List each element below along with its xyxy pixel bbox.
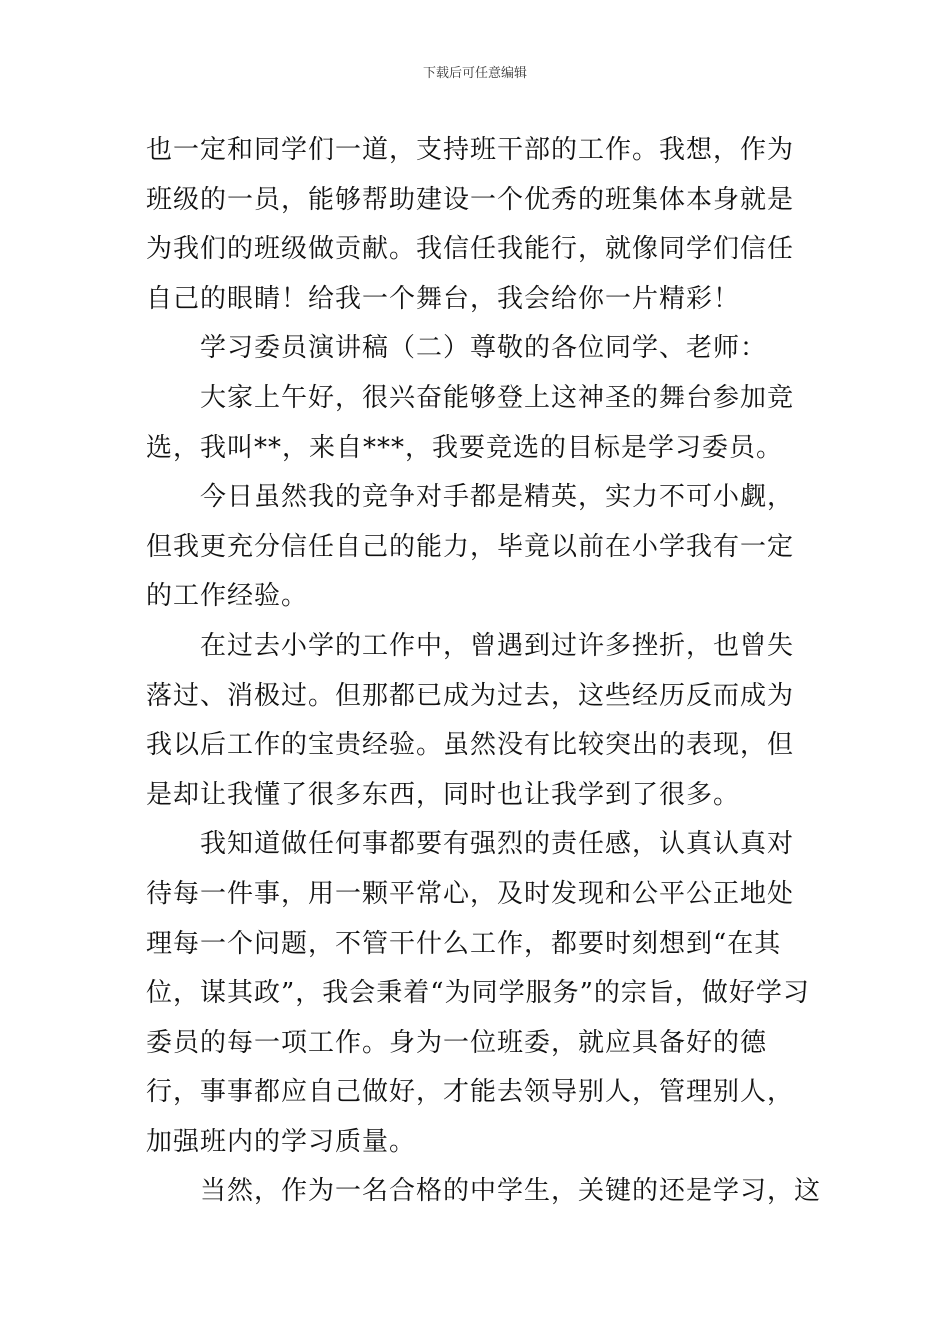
paragraph-6: 我知道做任何事都要有强烈的责任感，认真认真对待每一件事，用一颗平常心，及时发现和公平公正地处理每一个问题，不管干什么工作，都要时刻想到“在其位，谋其政”，我会秉着“为同学服务”的宗旨，做好学习委员的每一项工作。身为一位班委，就应具备好的德行，事事都应自己做好，才能去领导别人，管理别人，加强班内的学习质量。 (146, 829, 810, 1157)
document-body (146, 126, 822, 1217)
paragraph-4: 今日虽然我的竞争对手都是精英，实力不可小觑，但我更充分信任自己的能力，毕竟以前在小学我有一定的工作经验。 (146, 482, 795, 612)
page-header: 下载后可任意编辑 (422, 66, 527, 81)
paragraph-7: 当然，作为一名合格的中学生，关键的还是学习，这 (200, 1176, 822, 1207)
paragraph-1: 也一定和同学们一道，支持班干部的工作。我想，作为班级的一员，能够帮助建设一个优秀的班集体本身就是为我们的班级做贡献。我信任我能行，就像同学们信任自己的眼睛！给我一个舞台，我会给你一片精彩！ (146, 135, 795, 314)
paragraph-5: 在过去小学的工作中，曾遇到过许多挫折，也曾失落过、消极过。但那都已成为过去，这些经历反而成为我以后工作的宝贵经验。虽然没有比较突出的表现，但是却让我懂了很多东西，同时也让我学到了很多。 (146, 630, 795, 810)
paragraph-2: 学习委员演讲稿（二）尊敬的各位同学、老师： (200, 333, 768, 364)
paragraph-3: 大家上午好，很兴奋能够登上这神圣的舞台参加竞选，我叫**，来自***，我要竞选的目标是学习委员。 (146, 382, 795, 463)
